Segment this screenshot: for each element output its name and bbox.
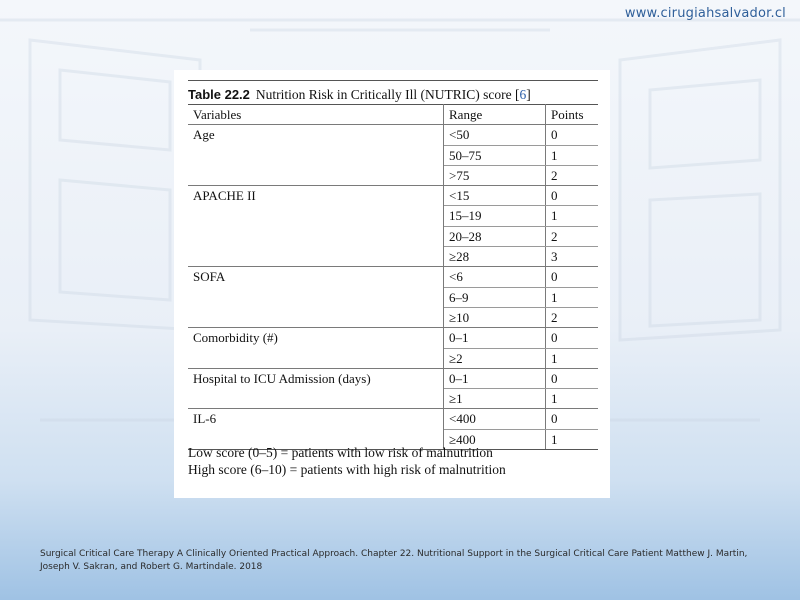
range-cell: 0–1: [444, 328, 546, 348]
watermark-url: www.cirugiahsalvador.cl: [624, 6, 786, 21]
variable-cell: APACHE II: [188, 186, 444, 267]
points-cell: 1: [546, 287, 599, 307]
range-cell: <6: [444, 267, 546, 287]
table-row: [188, 125, 598, 145]
table-card: [174, 70, 610, 498]
range-cell: <15: [444, 186, 546, 206]
points-cell: 0: [546, 368, 599, 388]
points-cell: 1: [546, 389, 599, 409]
table-caption: [188, 80, 598, 103]
range-cell: 50–75: [444, 145, 546, 165]
nutric-table: [188, 104, 598, 450]
variable-cell: IL-6: [188, 409, 444, 450]
table-row: [188, 186, 598, 206]
source-citation: [40, 548, 770, 574]
header-variables: Variables: [188, 105, 444, 125]
table-row: [188, 409, 598, 429]
header-points: Points: [546, 105, 599, 125]
table-row: [188, 328, 598, 348]
range-cell: ≥400: [444, 429, 546, 449]
table-header-row: [188, 105, 598, 125]
range-cell: 0–1: [444, 368, 546, 388]
points-cell: 1: [546, 348, 599, 368]
source-line-2: Joseph V. Sakran, and Robert G. Martindale. 2018: [40, 562, 263, 572]
variable-cell: Comorbidity (#): [188, 328, 444, 369]
points-cell: 2: [546, 226, 599, 246]
points-cell: 2: [546, 165, 599, 185]
table-title-end: ]: [526, 87, 531, 102]
range-cell: >75: [444, 165, 546, 185]
points-cell: 1: [546, 206, 599, 226]
variable-cell: Age: [188, 125, 444, 186]
range-cell: 6–9: [444, 287, 546, 307]
points-cell: 0: [546, 328, 599, 348]
points-cell: 1: [546, 145, 599, 165]
header-range: Range: [444, 105, 546, 125]
points-cell: 0: [546, 409, 599, 429]
source-line-1: Surgical Critical Care Therapy A Clinically Oriented Practical Approach. Chapter 22. Nutritional Support in the Surgical Critical Care Patient Matthew J. Martin,: [40, 549, 748, 559]
range-cell: 15–19: [444, 206, 546, 226]
table-footnotes: [188, 444, 506, 478]
table-title: Nutrition Risk in Critically Ill (NUTRIC) score [: [255, 87, 520, 102]
footnote-high-score: High score (6–10) = patients with high risk of malnutrition: [188, 462, 506, 477]
range-cell: ≥2: [444, 348, 546, 368]
variable-cell: Hospital to ICU Admission (days): [188, 368, 444, 409]
table-row: [188, 267, 598, 287]
table-row: [188, 368, 598, 388]
footnote-low-score: Low score (0–5) = patients with low risk of malnutrition: [188, 445, 493, 460]
range-cell: ≥10: [444, 307, 546, 327]
range-cell: <50: [444, 125, 546, 145]
points-cell: 2: [546, 307, 599, 327]
points-cell: 0: [546, 267, 599, 287]
points-cell: 3: [546, 247, 599, 267]
points-cell: 0: [546, 186, 599, 206]
variable-cell: SOFA: [188, 267, 444, 328]
points-cell: 1: [546, 429, 599, 449]
table-reference-link[interactable]: 6: [519, 87, 527, 102]
range-cell: ≥28: [444, 247, 546, 267]
table-number: Table 22.2: [188, 87, 250, 102]
range-cell: <400: [444, 409, 546, 429]
range-cell: 20–28: [444, 226, 546, 246]
points-cell: 0: [546, 125, 599, 145]
range-cell: ≥1: [444, 389, 546, 409]
